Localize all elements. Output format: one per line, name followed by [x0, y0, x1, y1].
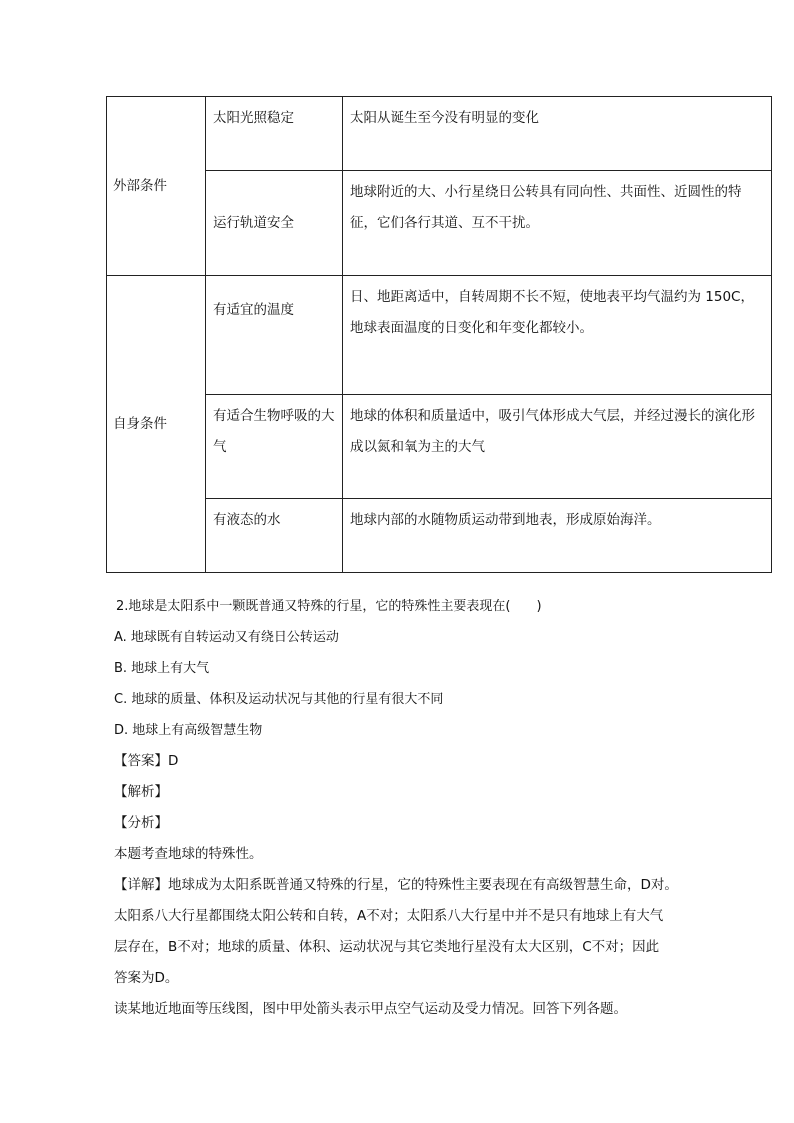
next-question-intro: 读某地近地面等压线图，图中甲处箭头表示甲点空气运动及受力情况。回答下列各题。 [114, 1001, 627, 1017]
condition-cell: 有液态的水 [206, 499, 343, 573]
option-c: C. 地球的质量、体积及运动状况与其他的行星有很大不同 [114, 692, 444, 707]
description-cell: 日、地距离适中，自转周期不长不短，使地表平均气温约为 150C，地球表面温度的日变化和年变化都较小。 [343, 276, 772, 395]
detail-line: 答案为D。 [114, 970, 179, 986]
detail-line: 层存在，B不对；地球的质量、体积、运动状况与其它类地行星没有太大区别，C不对；因此 [114, 939, 660, 955]
detail-line: 【详解】地球成为太阳系既普通又特殊的行星，它的特殊性主要表现在有高级智慧生命，D对。 [114, 877, 678, 893]
condition-cell: 运行轨道安全 [206, 171, 343, 276]
description-cell: 地球附近的大、小行星绕日公转具有同向性、共面性、近圆性的特征，它们各行其道、互不干扰。 [343, 171, 772, 276]
option-b: B. 地球上有大气 [114, 661, 210, 676]
condition-cell: 太阳光照稳定 [206, 97, 343, 171]
condition-cell: 有适宜的温度 [206, 276, 343, 395]
table-row [107, 499, 772, 573]
category-cell-external: 外部条件 [107, 97, 206, 276]
table-row [107, 171, 772, 276]
analysis-label: 【解析】 [114, 784, 168, 800]
condition-cell: 有适合生物呼吸的大气 [206, 395, 343, 499]
fenxi-text: 本题考查地球的特殊性。 [114, 846, 263, 862]
description-cell: 地球内部的水随物质运动带到地表，形成原始海洋。 [343, 499, 772, 573]
detail-line: 太阳系八大行星都围绕太阳公转和自转，A不对；太阳系八大行星中并不是只有地球上有大气 [114, 908, 664, 924]
table-row [107, 276, 772, 395]
table-row [107, 395, 772, 499]
option-a: A. 地球既有自转运动又有绕日公转运动 [114, 630, 339, 645]
description-cell: 地球的体积和质量适中，吸引气体形成大气层，并经过漫长的演化形成以氮和氧为主的大气 [343, 395, 772, 499]
answer-line: 【答案】D [114, 753, 179, 769]
description-cell: 太阳从诞生至今没有明显的变化 [343, 97, 772, 171]
question-block [114, 591, 714, 1025]
earth-conditions-table [106, 96, 772, 573]
question-stem: 2.地球是太阳系中一颗既普通又特殊的行星，它的特殊性主要表现在( ) [116, 599, 542, 614]
table-row [107, 97, 772, 171]
option-d: D. 地球上有高级智慧生物 [114, 723, 263, 738]
fenxi-label: 【分析】 [114, 815, 168, 831]
category-cell-internal: 自身条件 [107, 276, 206, 573]
